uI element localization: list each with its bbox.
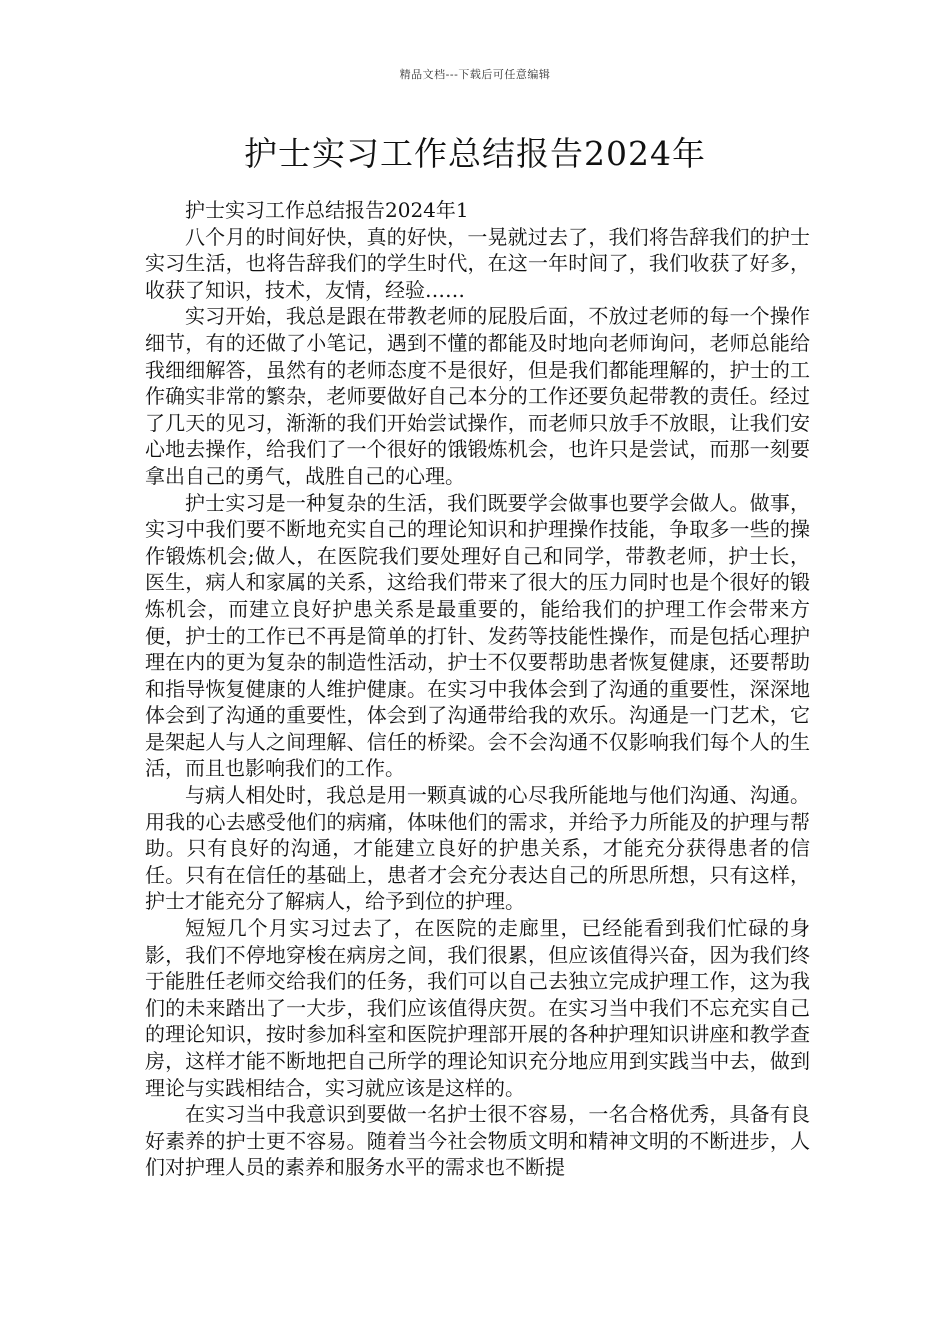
page-header-note: 精品文档---下载后可任意编辑 (399, 68, 551, 81)
document-subtitle: 护士实习工作总结报告2024年1 (185, 198, 469, 222)
paragraph: 实习开始，我总是跟在带教老师的屁股后面，不放过老师的每一个操作细节，有的还做了小笔记，遇到不懂的都能及时地向老师询问，老师总能给我细细解答，虽然有的老师态度不是很好，但是我们都能理解的，护士的工作确实非常的繁杂，老师要做好自己本分的工作还要负起带教的责任。经过了几天的见习，渐渐的我们开始尝试操作，而老师只放手不放眼，让我们安心地去操作，给我们了一个很好的饿锻炼机会，也许只是尝试，而那一刻要拿出自己的勇气，战胜自己的心理。 (145, 304, 810, 488)
paragraph: 与病人相处时，我总是用一颗真诚的心尽我所能地与他们沟通、沟通。用我的心去感受他们的病痛，体味他们的需求，并给予力所能及的护理与帮助。只有良好的沟通，才能建立良好的护患关系，才能充分获得患者的信任。只有在信任的基础上，患者才会充分表达自己的所思所想，只有这样，护士才能充分了解病人，给予到位的护理。 (145, 783, 810, 914)
paragraph: 短短几个月实习过去了，在医院的走廊里，已经能看到我们忙碌的身影，我们不停地穿梭在病房之间，我们很累，但应该值得兴奋，因为我们终于能胜任老师交给我们的任务，我们可以自己去独立完成护理工作，这为我们的未来踏出了一大步，我们应该值得庆贺。在实习当中我们不忘充实自己的理论知识，按时参加科室和医院护理部开展的各种护理知识讲座和教学查房，这样才能不断地把自己所学的理论知识充分地应用到实践当中去，做到理论与实践相结合，实习就应该是这样的。 (145, 916, 810, 1100)
document-body (145, 197, 810, 1181)
paragraph: 在实习当中我意识到要做一名护士很不容易，一名合格优秀，具备有良好素养的护士更不容易。随着当今社会物质文明和精神文明的不断进步，人们对护理人员的素养和服务水平的需求也不断提 (145, 1102, 810, 1180)
paragraph: 护士实习是一种复杂的生活，我们既要学会做事也要学会做人。做事，实习中我们要不断地充实自己的理论知识和护理操作技能，争取多一些的操作锻炼机会;做人，在医院我们要处理好自己和同学，带教老师，护士长，医生，病人和家属的关系，这给我们带来了很大的压力同时也是个很好的锻炼机会，而建立良好护患关系是最重要的，能给我们的护理工作会带来方便，护士的工作已不再是简单的打针、发药等技能性操作，而是包括心理护理在内的更为复杂的制造性活动，护士不仅要帮助患者恢复健康，还要帮助和指导恢复健康的人维护健康。在实习中我体会到了沟通的重要性，深深地体会到了沟通的重要性，体会到了沟通带给我的欢乐。沟通是一门艺术，它是架起人与人之间理解、信任的桥梁。会不会沟通不仅影响我们每个人的生活，而且也影响我们的工作。 (145, 490, 810, 781)
paragraph: 八个月的时间好快，真的好快，一晃就过去了，我们将告辞我们的护士实习生活，也将告辞我们的学生时代，在这一年时间了，我们收获了好多，收获了知识，技术，友情，经验…… (145, 224, 810, 302)
document-title: 护士实习工作总结报告2024年 (244, 134, 706, 173)
